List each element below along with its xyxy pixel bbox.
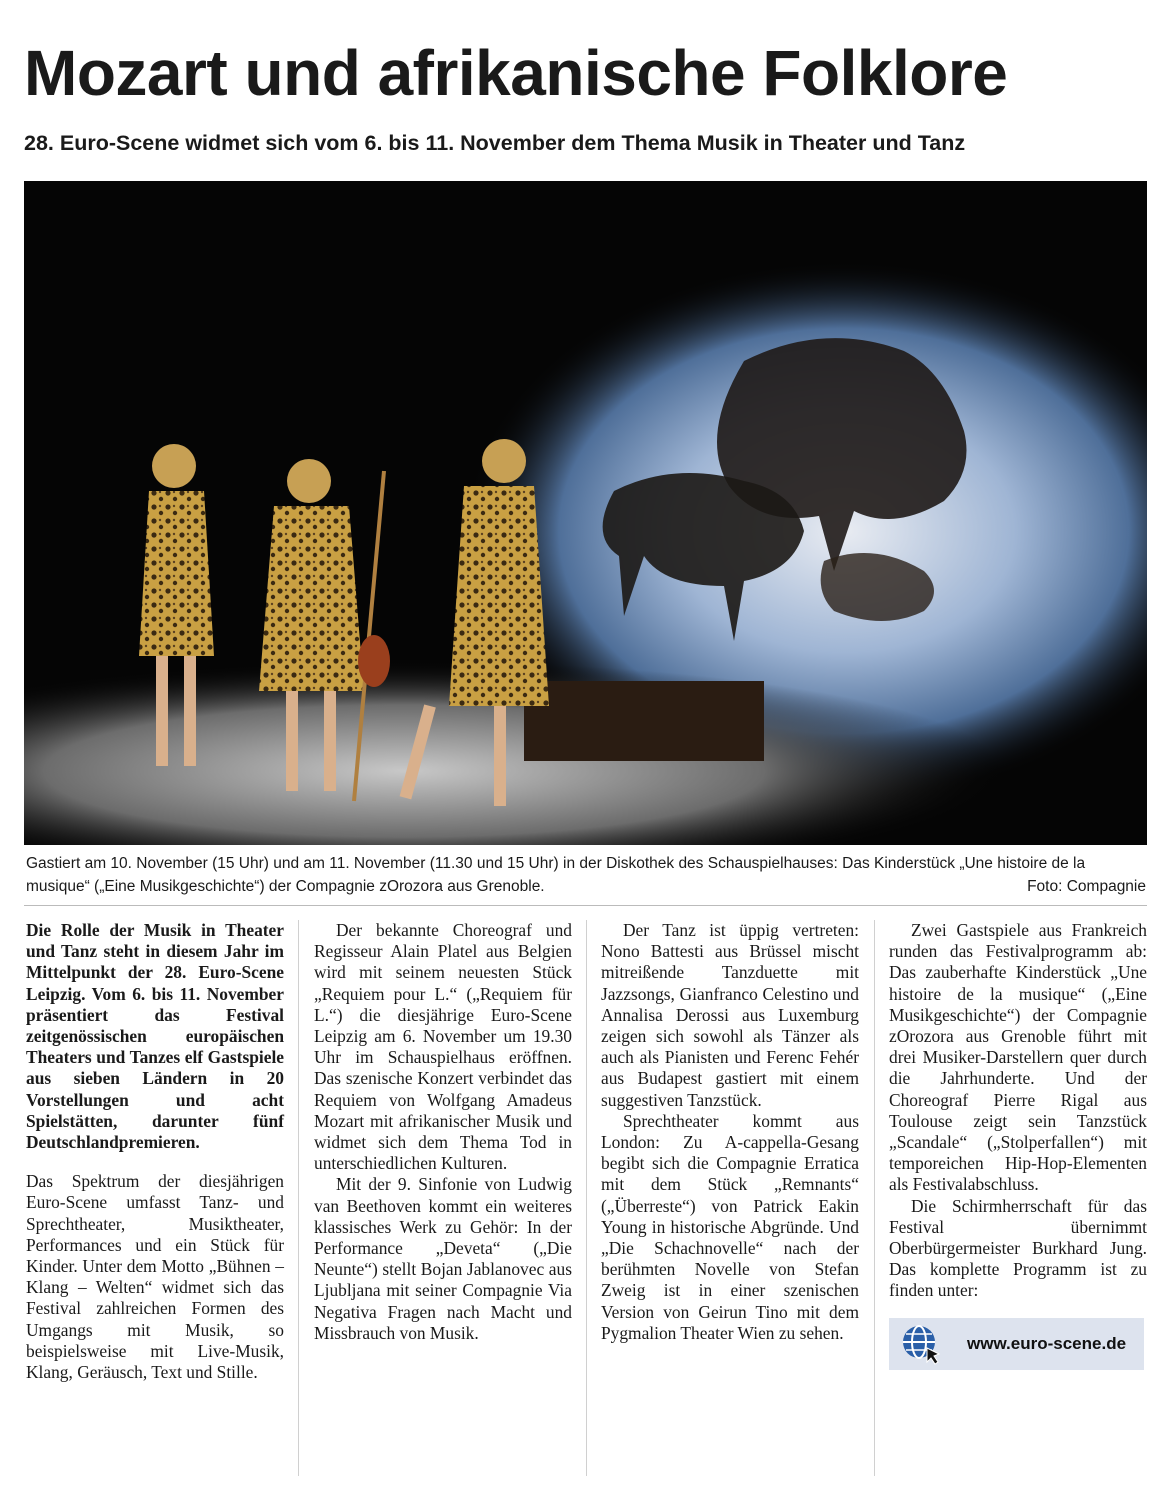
globe-cursor-icon <box>899 1322 943 1366</box>
paragraph: Die Schirmherrschaft für das Festival übernimmt Oberbürgermeister Burkhard Jung. Das komplette Programm ist zu finden unter: <box>889 1195 1147 1301</box>
photo-caption <box>26 852 1146 898</box>
paragraph: Das Spektrum der diesjährigen Euro-Scene umfasst Tanz- und Sprechtheater, Musiktheater, Performances und ein Stück für Kinder. Unter dem Motto „Bühnen – Klang – Welten“ widmet sich das Festival zahlreichen Formen des Umgangs mit Musik, so beispielsweise mit Live-Musik, Klang, Geräusch, Text und Stille. <box>26 1171 284 1383</box>
column-1 <box>26 920 284 1383</box>
paragraph: Der bekannte Choreograf und Regisseur Alain Platel aus Belgien wird mit seinem neuesten Stück „Requiem pour L.“ („Requiem für L.“) die diesjährige Euro-Scene Leipzig am 6. November um 19.30 Uhr im Schauspielhaus eröffnen. Das szenische Konzert verbindet das Requiem von Wolfgang Amadeus Mozart mit afrikanischer Musik und widmet sich dem Thema Tod in unterschiedlichen Kulturen. <box>314 920 572 1174</box>
lead-paragraph: Die Rolle der Musik in Theater und Tanz steht in diesem Jahr im Mittelpunkt der 28. Euro-Scene Leipzig. Vom 6. bis 11. November präsentiert das Festival zeitgenössischen europäischen Theaters und Tanzes elf Gastspiele aus sieben Ländern in 20 Vorstellungen und acht Spielstätten, darunter fünf Deutschlandpremieren. <box>26 920 284 1153</box>
column-separator <box>586 920 587 1476</box>
paragraph: Der Tanz ist üppig vertreten: Nono Battesti aus Brüssel mischt mitreißende Tanzduette mit Jazzsongs, Gianfranco Celestino und Annalisa Derossi aus Luxemburg zeigen sich sowohl als Tänzer als auch als Pianisten und Ferenc Fehér aus Budapest gastiert mit einem suggestiven Tanzstück. <box>601 920 859 1110</box>
column-4 <box>889 920 1147 1370</box>
stage-photo <box>24 181 1147 845</box>
paragraph: Mit der 9. Sinfonie von Ludwig van Beethoven kommt ein weiteres klassisches Werk zu Gehör: In der Performance „Deveta“ („Die Neunte“) stellt Bojan Jablanovec aus Ljubljana mit seiner Compagnie Via Negativa Fragen nach Macht und Missbrauch von Musik. <box>314 1174 572 1343</box>
paragraph: Zwei Gastspiele aus Frankreich runden das Festivalprogramm ab: Das zauberhafte Kinderstück „Une histoire de la musique“ („Eine Musikgeschichte“) der Compagnie zOrozora aus Grenoble führt mit drei Musiker-Darstellern quer durch die Jahrhunderte. Und der Choreograf Pierre Rigal aus Toulouse zeigt sein Tanzstück „Scandale“ („Stolperfallen“) mit temporeichen Hip-Hop-Elementen als Festivalabschluss. <box>889 920 1147 1195</box>
paragraph: Sprechtheater kommt aus London: Zu A-cappella-Gesang begibt sich die Compagnie Erratica mit dem Stück „Remnants“ („Überreste“) von Patrick Eakin Young in historische Abgründe. Und „Die Schachnovelle“ nach der berühmten Novelle von Stefan Zweig ist in einer szenischen Version von Geirun Tino mit dem Pygmalion Theater Wien zu sehen. <box>601 1110 859 1343</box>
subheadline: 28. Euro-Scene widmet sich vom 6. bis 11. November dem Thema Musik in Theater und Tanz <box>24 131 966 155</box>
caption-text: Gastiert am 10. November (15 Uhr) und am 11. November (11.30 und 15 Uhr) in der Diskothek des Schauspielhauses: Das Kinderstück „Une histoire de la musique“ („Eine Musikgeschichte“) der Compagnie zOrozora aus Grenoble. <box>26 855 1086 895</box>
website-link[interactable]: www.euro-scene.de <box>967 1334 1127 1354</box>
headline: Mozart und afrikanische Folklore <box>24 37 1008 109</box>
column-3 <box>601 920 859 1344</box>
column-separator <box>874 920 875 1476</box>
column-separator <box>298 920 299 1476</box>
photo-credit: Foto: Compagnie <box>1027 878 1146 895</box>
divider <box>24 905 1147 906</box>
column-2 <box>314 920 572 1344</box>
website-link-box[interactable] <box>889 1318 1144 1370</box>
stage-photo-illustration <box>24 181 1147 845</box>
